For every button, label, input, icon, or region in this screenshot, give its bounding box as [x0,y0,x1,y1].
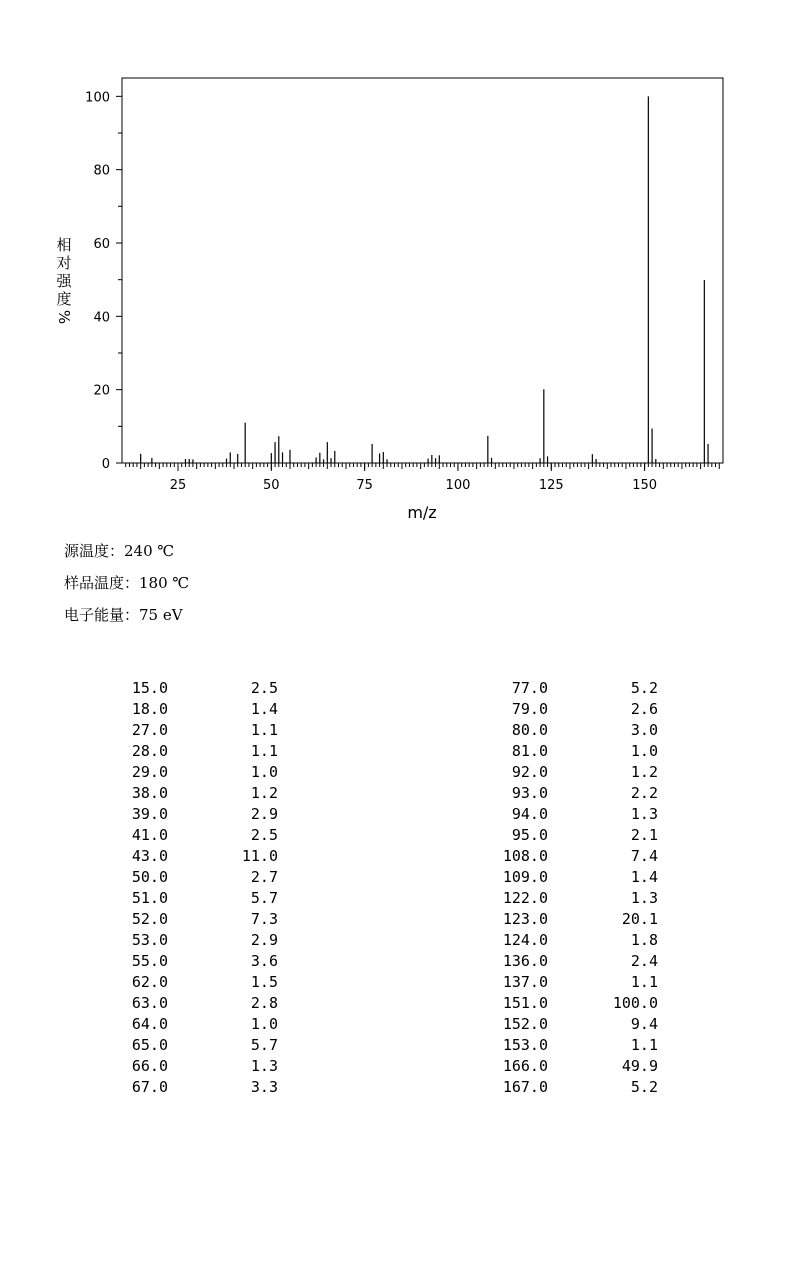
mz-value: 55.0 [131,952,168,970]
y-axis-label-char: 度 [56,290,72,308]
intensity-value: 49.9 [621,1057,658,1075]
intensity-value: 1.1 [630,973,658,991]
table-row [480,1014,680,1035]
mass-spectrum-chart [0,0,794,530]
table-row [480,783,680,804]
electron-energy: 电子能量：75 eV [64,606,183,624]
table-row [480,720,680,741]
mz-value: 41.0 [131,826,168,844]
x-tick-label: 100 [445,478,471,493]
table-row [480,825,680,846]
mz-value: 79.0 [511,700,548,718]
table-row [480,678,680,699]
mz-value: 50.0 [131,868,168,886]
intensity-value: 1.3 [630,805,658,823]
table-row [480,930,680,951]
intensity-value: 1.0 [630,742,658,760]
intensity-value: 2.2 [630,784,658,802]
intensity-value: 1.2 [250,784,278,802]
x-minor-ticks [126,463,720,469]
intensity-value: 7.4 [630,847,658,865]
mz-value: 166.0 [502,1057,548,1075]
mz-value: 93.0 [511,784,548,802]
x-axis-label: m/z [407,503,437,522]
intensity-value: 3.6 [250,952,278,970]
intensity-value: 1.1 [250,721,278,739]
table-row [100,1077,300,1098]
mz-value: 124.0 [502,931,548,949]
intensity-value: 9.4 [630,1015,658,1033]
mz-value: 136.0 [502,952,548,970]
y-axis-label-char: 强 [56,272,72,290]
table-row [480,888,680,909]
table-row [480,1035,680,1056]
mz-value: 43.0 [131,847,168,865]
intensity-value: 3.3 [250,1078,278,1096]
intensity-value: 1.1 [250,742,278,760]
intensity-value: 2.6 [630,700,658,718]
table-row [100,1014,300,1035]
mz-value: 123.0 [502,910,548,928]
y-tick-label: 60 [93,237,110,252]
intensity-value: 2.8 [250,994,278,1012]
table-row [480,699,680,720]
y-tick-label: 40 [93,310,110,326]
table-row [480,741,680,762]
mz-value: 28.0 [131,742,168,760]
intensity-value: 20.1 [621,910,658,928]
table-row [100,972,300,993]
y-axis-ticks [85,90,122,472]
table-row [100,846,300,867]
intensity-value: 2.5 [250,826,278,844]
intensity-value: 1.3 [630,889,658,907]
intensity-value: 1.5 [250,973,278,991]
intensity-value: 5.2 [630,1078,658,1096]
intensity-value: 2.1 [630,826,658,844]
mz-value: 64.0 [131,1015,168,1033]
intensity-value: 1.4 [630,868,658,886]
table-row [480,972,680,993]
table-row [100,804,300,825]
intensity-value: 1.0 [250,1015,278,1033]
mz-value: 15.0 [131,679,168,697]
x-tick-label: 125 [538,478,564,493]
y-tick-label: 100 [85,90,110,106]
mz-value: 53.0 [131,931,168,949]
intensity-value: 2.9 [250,931,278,949]
table-row [100,909,300,930]
mz-value: 108.0 [502,847,548,865]
intensity-value: 5.7 [250,889,278,907]
intensity-value: 5.7 [250,1036,278,1054]
table-row [100,762,300,783]
intensity-value: 2.9 [250,805,278,823]
table-row [100,783,300,804]
x-tick-label: 25 [169,478,187,493]
x-axis-ticks [170,463,657,493]
mz-value: 51.0 [131,889,168,907]
intensity-value: 11.0 [241,847,278,865]
mz-value: 151.0 [502,994,548,1012]
mz-value: 94.0 [511,805,548,823]
y-axis-label-char: % [55,309,73,325]
y-axis-label-char: 对 [56,254,72,272]
table-row [100,867,300,888]
intensity-value: 1.0 [250,763,278,781]
y-tick-label: 0 [101,457,110,472]
x-tick-label: 50 [263,478,280,493]
table-row [480,846,680,867]
peak-table-left [100,678,300,1098]
mz-value: 29.0 [131,763,168,781]
intensity-value: 2.4 [630,952,658,970]
table-row [100,1056,300,1077]
y-axis-label-char: 相 [56,236,72,254]
mz-value: 167.0 [502,1078,548,1096]
plot-frame [122,78,723,463]
mz-value: 38.0 [131,784,168,802]
mz-value: 39.0 [131,805,168,823]
intensity-value: 1.4 [250,700,278,718]
mz-value: 67.0 [131,1078,168,1096]
mz-value: 152.0 [502,1015,548,1033]
intensity-value: 1.8 [630,931,658,949]
intensity-value: 7.3 [250,910,278,928]
intensity-value: 100.0 [612,994,658,1012]
source-temperature: 源温度：240 ℃ [64,542,175,560]
mz-value: 109.0 [502,868,548,886]
mz-value: 65.0 [131,1036,168,1054]
mz-value: 95.0 [511,826,548,844]
table-row [100,951,300,972]
mz-value: 62.0 [131,973,168,991]
table-row [100,930,300,951]
table-row [480,1056,680,1077]
spectrum-peaks [141,96,708,463]
intensity-value: 1.3 [250,1057,278,1075]
sample-temperature: 样品温度：180 ℃ [64,574,190,592]
table-row [100,825,300,846]
intensity-value: 2.7 [250,868,278,886]
mz-value: 137.0 [502,973,548,991]
table-row [480,1077,680,1098]
mz-value: 27.0 [131,721,168,739]
y-tick-label: 20 [93,383,110,399]
intensity-value: 1.2 [630,763,658,781]
table-row [100,699,300,720]
table-row [100,678,300,699]
intensity-value: 3.0 [630,721,658,739]
table-row [100,888,300,909]
y-tick-label: 80 [93,163,110,179]
table-row [480,804,680,825]
table-row [100,741,300,762]
table-row [100,720,300,741]
mz-value: 52.0 [131,910,168,928]
mz-value: 18.0 [131,700,168,718]
x-tick-label: 75 [356,478,373,493]
table-row [480,993,680,1014]
table-row [100,1035,300,1056]
mz-value: 66.0 [131,1057,168,1075]
mz-value: 63.0 [131,994,168,1012]
table-row [100,993,300,1014]
intensity-value: 1.1 [630,1036,658,1054]
x-tick-label: 150 [632,478,658,493]
peak-table-right [480,678,680,1098]
table-row [480,867,680,888]
table-row [480,951,680,972]
mz-value: 122.0 [502,889,548,907]
mz-value: 81.0 [511,742,548,760]
mz-value: 92.0 [511,763,548,781]
intensity-value: 5.2 [630,679,658,697]
mz-value: 80.0 [511,721,548,739]
intensity-value: 2.5 [250,679,278,697]
table-row [480,762,680,783]
mz-value: 153.0 [502,1036,548,1054]
mz-value: 77.0 [511,679,548,697]
table-row [480,909,680,930]
